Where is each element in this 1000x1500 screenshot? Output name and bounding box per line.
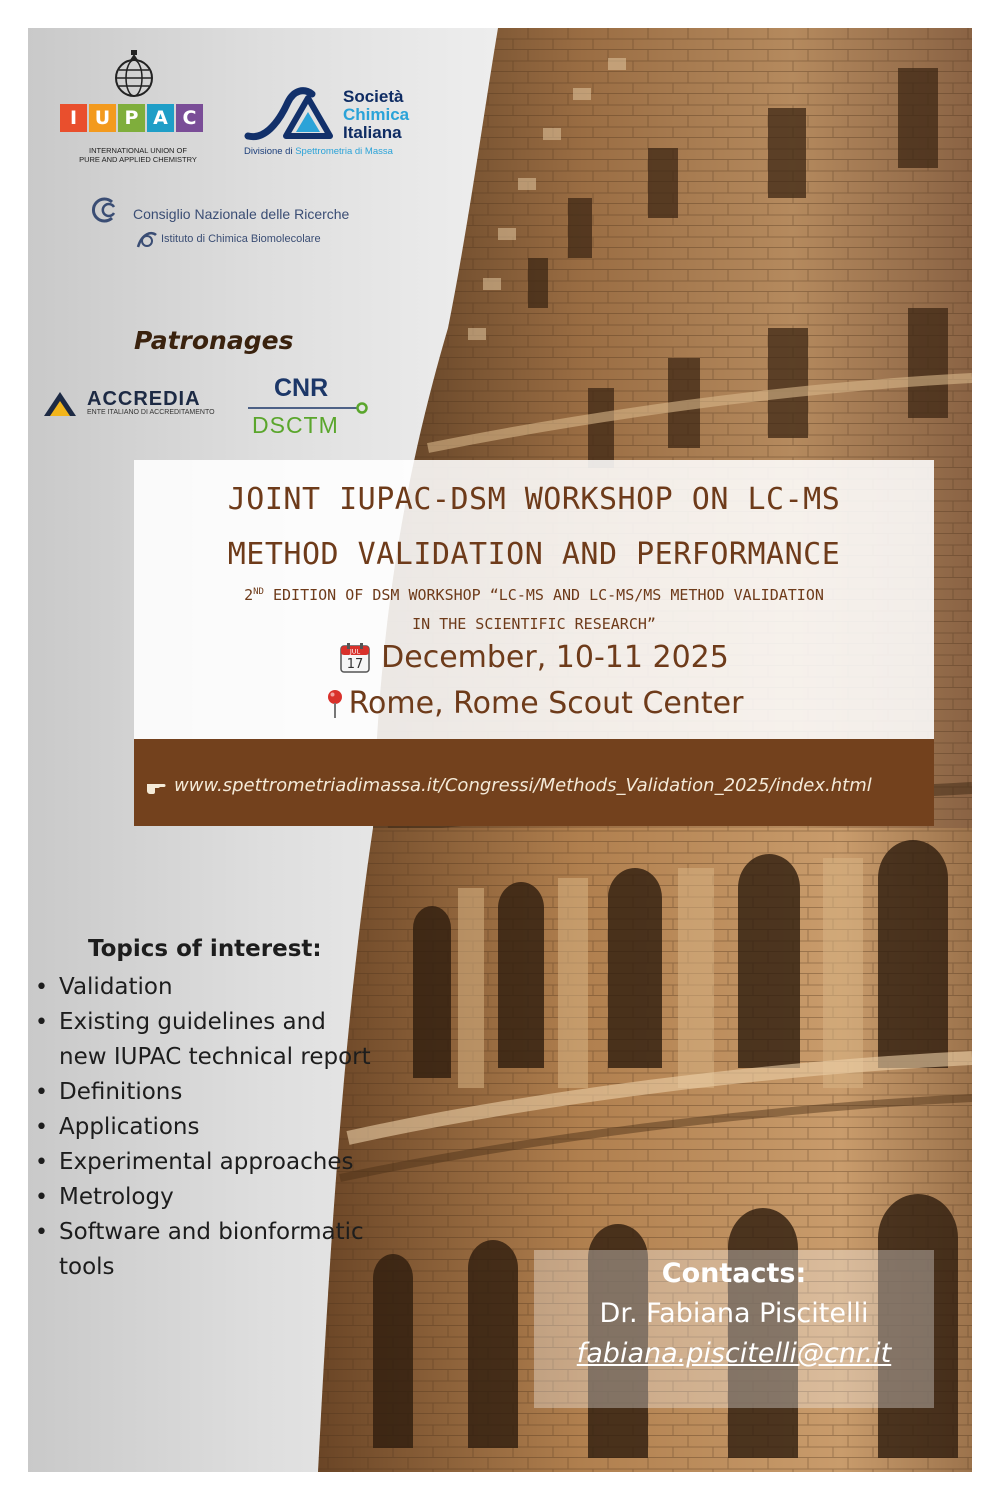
sci-name-line2: Chimica <box>343 105 410 124</box>
event-title-line1: JOINT IUPAC-DSM WORKSHOP ON LC-MS <box>227 482 841 517</box>
icb-name: Istituto di Chimica Biomolecolare <box>161 233 321 245</box>
event-title-line2: METHOD VALIDATION AND PERFORMANCE <box>227 537 841 572</box>
cnr-name: Consiglio Nazionale delle Ricerche <box>133 206 350 222</box>
iupac-letter: I <box>60 104 87 132</box>
contact-name: Dr. Fabiana Piscitelli <box>599 1298 869 1329</box>
iupac-letter: U <box>89 104 116 132</box>
pointing-hand-icon <box>146 778 166 794</box>
sci-division <box>244 146 393 157</box>
sci-division-prefix: Divisione di <box>244 146 296 157</box>
iupac-logo <box>60 104 203 132</box>
event-place-row <box>134 686 934 721</box>
list-item: • Metrology <box>33 1180 373 1215</box>
iupac-subtitle <box>58 146 218 164</box>
calendar-icon <box>339 642 371 674</box>
icb-logo-icon <box>134 229 160 251</box>
patronages-heading: Patronages <box>134 326 294 355</box>
edition-line2: IN THE SCIENTIFIC RESEARCH” <box>412 615 656 633</box>
sci-name-line1: Società <box>343 87 404 106</box>
poster <box>28 28 972 1472</box>
list-item: • Validation <box>33 970 373 1005</box>
edition-number: 2 <box>244 586 254 604</box>
sci-name <box>343 88 409 142</box>
sci-name-line3: Italiana <box>343 123 402 142</box>
iupac-sub-line2: PURE AND APPLIED CHEMISTRY <box>79 155 197 164</box>
edition-line1: EDITION OF DSM WORKSHOP “LC-MS AND LC-MS/MS METHOD VALIDATION <box>263 586 824 604</box>
event-place: Rome, Rome Scout Center <box>348 686 744 721</box>
list-item: • Software and bionformatic tools <box>33 1215 373 1285</box>
iupac-letter: C <box>176 104 203 132</box>
event-edition <box>134 578 934 639</box>
contacts-box <box>534 1250 934 1408</box>
iupac-letter: A <box>147 104 174 132</box>
accredia-subtitle: ENTE ITALIANO DI ACCREDITAMENTO <box>87 409 215 416</box>
accredia-logo-icon <box>42 390 78 418</box>
list-item: • Definitions <box>33 1075 373 1110</box>
website-link[interactable]: www.spettrometriadimassa.it/Congressi/Methods_Validation_2025/index.html <box>174 775 872 796</box>
event-date: December, 10-11 2025 <box>381 640 729 675</box>
calendar-month: JUL <box>349 647 361 655</box>
event-date-row <box>134 640 934 675</box>
iupac-letter: P <box>118 104 145 132</box>
website-row <box>146 775 872 796</box>
list-item: • Existing guidelines and new IUPAC technical report <box>33 1005 373 1075</box>
iupac-globe-icon <box>108 50 160 102</box>
sci-logo-mark-icon <box>244 84 340 142</box>
topics-list <box>33 970 373 1285</box>
website-band <box>134 739 934 826</box>
event-title <box>134 472 934 582</box>
dsctm-cnr: CNR <box>274 374 329 402</box>
event-title-box <box>134 460 934 740</box>
pushpin-icon <box>325 688 345 720</box>
list-item: • Experimental approaches <box>33 1145 373 1180</box>
edition-suffix: ND <box>253 587 264 597</box>
contact-email-link[interactable]: fabiana.piscitelli@cnr.it <box>576 1338 892 1369</box>
iupac-sub-line1: INTERNATIONAL UNION OF <box>89 146 187 155</box>
topics-heading: Topics of interest: <box>88 936 322 962</box>
cnr-logo-icon <box>88 196 122 224</box>
dsctm-name: DSCTM <box>252 412 339 438</box>
accredia-name: ACCREDIA <box>87 388 201 410</box>
sci-division-highlight: Spettrometria di Massa <box>295 146 393 157</box>
contacts-heading: Contacts: <box>661 1258 807 1289</box>
calendar-day: 17 <box>346 656 364 672</box>
list-item: • Applications <box>33 1110 373 1145</box>
